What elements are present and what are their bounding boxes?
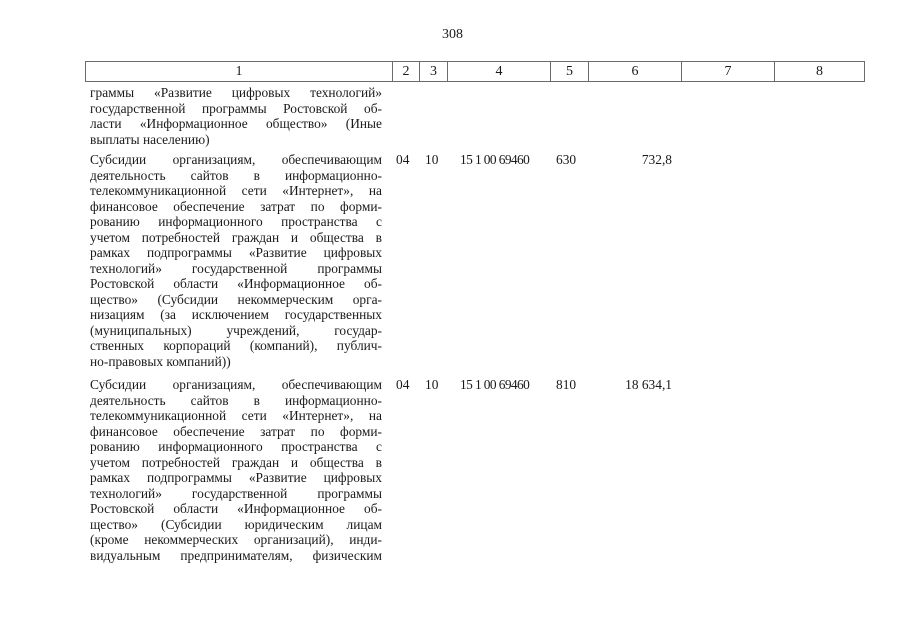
description-line: государственной программы Ростовской об- xyxy=(90,100,382,116)
description-line: (кроме некоммерческих организаций), инди- xyxy=(90,532,382,547)
page-number: 308 xyxy=(442,27,463,42)
description-line: граммы «Развитие цифровых технологий» xyxy=(90,85,382,100)
description-line: телекоммуникационной сети «Интернет», на xyxy=(90,408,382,423)
description-line: рованию информационного пространства с xyxy=(90,439,382,454)
column-header-7: 7 xyxy=(681,62,774,81)
cell-amount: 18 634,1 xyxy=(625,377,672,392)
description-line: телекоммуникационной сети «Интернет», на xyxy=(90,183,382,198)
table-row-description xyxy=(90,377,382,563)
description-line: рамках подпрограммы «Развитие цифровых xyxy=(90,245,382,260)
description-line: (муниципальных) учреждений, государ- xyxy=(90,322,382,338)
description-line: технологий» государственной программы xyxy=(90,260,382,276)
cell-subsection: 10 xyxy=(425,377,439,392)
description-line: рамках подпрограммы «Развитие цифровых xyxy=(90,470,382,485)
description-line: Субсидии организациям, обеспечивающим xyxy=(90,152,382,167)
table-header-row xyxy=(85,61,865,82)
table-row-description xyxy=(90,85,382,147)
description-line: Ростовской области «Информационное об- xyxy=(90,276,382,291)
description-line: финансовое обеспечение затрат по форми- xyxy=(90,423,382,439)
column-header-1: 1 xyxy=(235,64,243,79)
description-line: видуальным предпринимателям, физическим xyxy=(90,547,382,563)
description-line: щество» (Субсидии юридическим лицам xyxy=(90,516,382,532)
description-line: рованию информационного пространства с xyxy=(90,214,382,229)
column-header-6: 6 xyxy=(588,62,681,81)
description-line: учетом потребностей граждан и общества в xyxy=(90,454,382,470)
description-line: выплаты населению) xyxy=(90,131,210,147)
cell-section: 04 xyxy=(396,377,410,392)
description-line: деятельность сайтов в информационно- xyxy=(90,167,382,183)
table-row-description xyxy=(90,152,382,369)
description-line: Субсидии организациям, обеспечивающим xyxy=(90,377,382,392)
column-header-5: 5 xyxy=(550,62,588,81)
description-line: Ростовской области «Информационное об- xyxy=(90,501,382,516)
column-header-4: 4 xyxy=(447,62,550,81)
description-line: финансовое обеспечение затрат по форми- xyxy=(90,198,382,214)
description-line: но-правовых компаний)) xyxy=(90,353,231,369)
cell-expense-type: 630 xyxy=(556,152,577,167)
cell-amount: 732,8 xyxy=(641,152,672,167)
description-line: учетом потребностей граждан и общества в xyxy=(90,229,382,245)
description-line: низациям (за исключением государственных xyxy=(90,307,382,322)
column-header-3: 3 xyxy=(419,62,447,81)
column-header-2: 2 xyxy=(392,62,419,81)
description-line: ласти «Информационное общество» (Иные xyxy=(90,116,382,131)
description-line: технологий» государственной программы xyxy=(90,485,382,501)
column-header-8: 8 xyxy=(774,62,864,81)
description-line: деятельность сайтов в информационно- xyxy=(90,392,382,408)
description-line: щество» (Субсидии некоммерческим орга- xyxy=(90,291,382,307)
cell-target-article: 15 1 00 69460 xyxy=(460,152,530,167)
cell-target-article: 15 1 00 69460 xyxy=(460,377,530,392)
cell-subsection: 10 xyxy=(425,152,439,167)
cell-section: 04 xyxy=(396,152,410,167)
description-line: ственных корпораций (компаний), публич- xyxy=(90,338,382,353)
cell-expense-type: 810 xyxy=(556,377,577,392)
